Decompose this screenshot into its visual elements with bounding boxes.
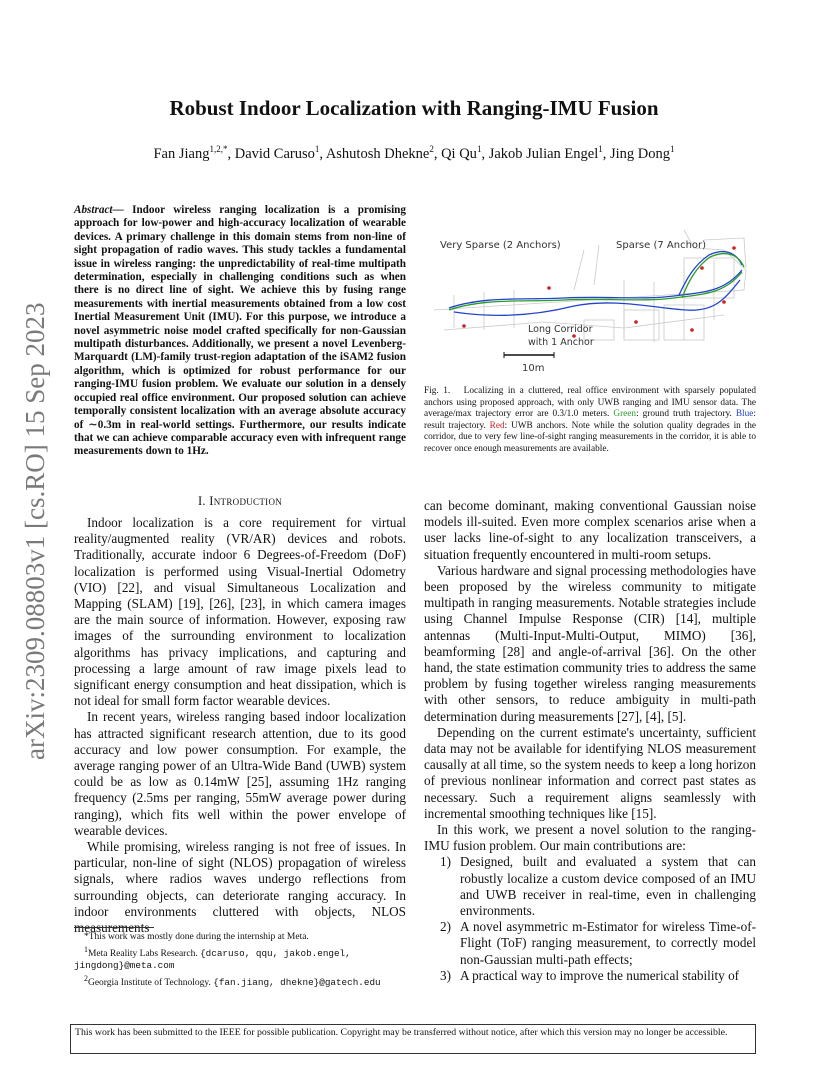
left-column-body: [74, 515, 406, 936]
abstract-lead: Abstract: [74, 204, 113, 216]
author: Jing Dong$^1$: [609, 144, 675, 162]
label-sparse: Sparse (7 Anchor): [616, 240, 707, 251]
caption-blue-text: : result trajectory.: [424, 409, 756, 431]
footnote-2-emails: {fan.jiang, dhekne}@gatech.edu: [213, 977, 381, 989]
list-text: A novel asymmetric m-Estimator for wireless Time-of-Flight (ToF) ranging measurement, to correctly model non-Gaussian multi-path effects;: [460, 919, 756, 967]
footnotes: [74, 932, 406, 990]
caption-prefix: Fig. 1.: [424, 386, 451, 396]
caption-blue: Blue: [735, 409, 754, 420]
paragraph: In this work, we present a novel solution to the ranging-IMU fusion problem. Our main contributions are:: [424, 822, 756, 854]
caption-red-text: : UWB anchors. Note while the solution quality degrades in the corridor, due to very few line-of-sight ranging measurements in the corridor, it is able to recover once enough measurements are available.: [424, 420, 756, 454]
footnote-1: $^1$Meta Reality Labs Research. {dcaruso, qqu, jakob.engel, jingdong}@meta.com: [74, 944, 351, 972]
list-number: 3): [440, 967, 451, 983]
list-number: 2): [440, 919, 451, 935]
author: Ashutosh Dhekne$^2$: [325, 144, 434, 162]
contributions-list: [424, 854, 756, 984]
caption-green: Green: [613, 409, 637, 420]
footnote-1-emails: {dcaruso, qqu, jakob.engel, jingdong}@meta.com: [74, 947, 351, 972]
list-number: 1): [440, 854, 451, 870]
author: Fan Jiang$^{1,2,*}$: [153, 144, 228, 162]
section-heading: [74, 494, 406, 509]
paragraph: Various hardware and signal processing methodologies have been proposed by the wireless community to mitigate multipath in ranging measurements. Notable strategies include using Channel Impulse Response (CIR) [14], multiple antennas (Multi-Input-Multi-Output, MIMO) [36], beamforming [28] and angle-of-arrival [36]. On the other hand, the state estimation community tries to address the same problem by fusing together wireless ranging measurements with other sensors, to reduce ambiguity in multi-path determination during measurements [27], [4], [5].: [424, 562, 756, 724]
author: Qi Qu$^1$: [441, 144, 482, 162]
arxiv-stamp: arXiv:2309.08803v1 [cs.RO] 15 Sep 2023: [20, 302, 50, 760]
label-very-sparse: Very Sparse (2 Anchors): [440, 240, 561, 251]
paragraph: While promising, wireless ranging is not free of issues. In particular, non-line of sight (NLOS) propagation of wireless signals, where radios waves undergo reflections from surrounding objects, can deteriorate ranging accuracy. In indoor environments cluttered with objects, NLOS measurements: [74, 839, 406, 936]
paragraph: In recent years, wireless ranging based indoor localization has attracted significant research attention, due to its good accuracy and low power consumption. For example, the average ranging power of an Ultra-Wide Band (UWB) system could be as low as 0.14mW [25], assuming 1Hz ranging frequency (2.5ms per ranging, 55mW average power during ranging), which fits well within the power envelope of wearable devices.: [74, 709, 406, 838]
abstract: [74, 204, 406, 459]
paragraph: can become dominant, making conventional Gaussian noise models ill-suited. Even more complex scenarios arise when a user lacks line-of-sight to any localization transceivers, a situation frequently encountered in multi-room setups.: [424, 498, 756, 562]
list-item: [424, 854, 756, 919]
paragraph: Depending on the current estimate's uncertainty, sufficient data may not be available for identifying NLOS measurement causally at all time, so the system needs to keep a long horizon of previous nonlinear information and correct past states as necessary. Such a requirement aligns seamlessly with incremental smoothing techniques like [15].: [424, 724, 756, 821]
right-column-body: [424, 498, 756, 984]
caption-text: Localizing in a cluttered, real office environment with sparsely populated anchors using proposed approach, with only UWB ranging and IMU sensor data. The average/max trajectory error are 0.3/1.0 meters.: [424, 386, 756, 420]
footnote-star: *This work was mostly done during the internship at Meta.: [84, 932, 309, 942]
author: Jakob Julian Engel$^1$: [488, 144, 603, 162]
figure-1: [424, 210, 756, 378]
figure-caption: [424, 386, 756, 456]
footnote-2-text: Georgia Institute of Technology.: [87, 978, 214, 989]
floor-plan-figure: [424, 210, 756, 378]
paragraph: Indoor localization is a core requirement for virtual reality/augmented reality (VR/AR) devices and robots. Traditionally, accurate indoor 6 Degrees-of-Freedom (DoF) localization is performed using Visual-Inertial Odometry (VIO) [22], and visual Simultaneous Localization and Mapping (SLAM) [19], [26], [23], in which camera images are the main source of information. However, exposing raw images of the surrounding environment to localization algorithms has privacy implications, and capturing and processing a large amount of raw image pixels lead to significant energy consumption and heat dissipation, which is not ideal for small form factor wearable devices.: [74, 515, 406, 709]
footnote-rule: [74, 927, 154, 928]
caption-red: Red: [489, 420, 505, 431]
label-corridor-2: with 1 Anchor: [528, 337, 594, 348]
ieee-notice: This work has been submitted to the IEEE for possible publication. Copyright may be transferred without notice, after which this version may no longer be accessible.: [70, 1024, 756, 1054]
label-corridor-1: Long Corridor: [528, 324, 593, 335]
list-text: Designed, built and evaluated a system that can robustly localize a custom device composed of an IMU and UWB receiver in real-time, even in challenging environments.: [460, 854, 756, 919]
footnote-2: $^2$Georgia Institute of Technology. {fan.jiang, dhekne}@gatech.edu: [84, 973, 381, 989]
author-list: Fan Jiang$^{1,2,*}$, David Caruso$^1$, Ashutosh Dhekne$^2$, Qi Qu$^1$, Jakob Julian Engel$^1$, Jing Dong$^1$: [153, 144, 675, 162]
list-item: [424, 919, 756, 968]
section-number: I.: [197, 494, 206, 508]
section-title: Introduction: [209, 494, 283, 508]
author: David Caruso$^1$: [234, 144, 320, 162]
caption-green-text: : ground truth trajectory.: [636, 409, 732, 420]
scale-label: 10m: [522, 363, 545, 374]
paper-title: Robust Indoor Localization with Ranging-IMU Fusion: [169, 96, 659, 120]
list-text: A practical way to improve the numerical stability of: [460, 967, 740, 983]
list-item: [424, 968, 756, 984]
footnote-1-text: Meta Reality Labs Research.: [87, 948, 201, 959]
abstract-text: — Indoor wireless ranging localization is a promising approach for low-power and high-accuracy localization of wearable devices. A primary challenge in this domain stems from non-line of sight propagation of radio waves. This study tackles a fundamental issue in wireless ranging: the unpredictability of real-time multipath determination, especially in challenging conditions such as when there is no direct line of sight. We achieve this by fusing range measurements with inertial measurements obtained from a low cost Inertial Measurement Unit (IMU). For this purpose, we introduce a novel asymmetric noise model crafted specifically for non-Gaussian multipath disturbances. Additionally, we present a novel Levenberg-Marquardt (LM)-family trust-region adaptation of the iSAM2 fusion algorithm, which is optimized for robust performance for our ranging-IMU fusion problem. We evaluate our solution in a densely occupied real office environment. Our proposed solution can achieve temporally consistent localization with an average absolute accuracy of ∼0.3m in real-world settings. Furthermore, our results indicate that we can achieve comparable accuracy even with infrequent range measurements down to 1Hz.: [74, 204, 406, 458]
